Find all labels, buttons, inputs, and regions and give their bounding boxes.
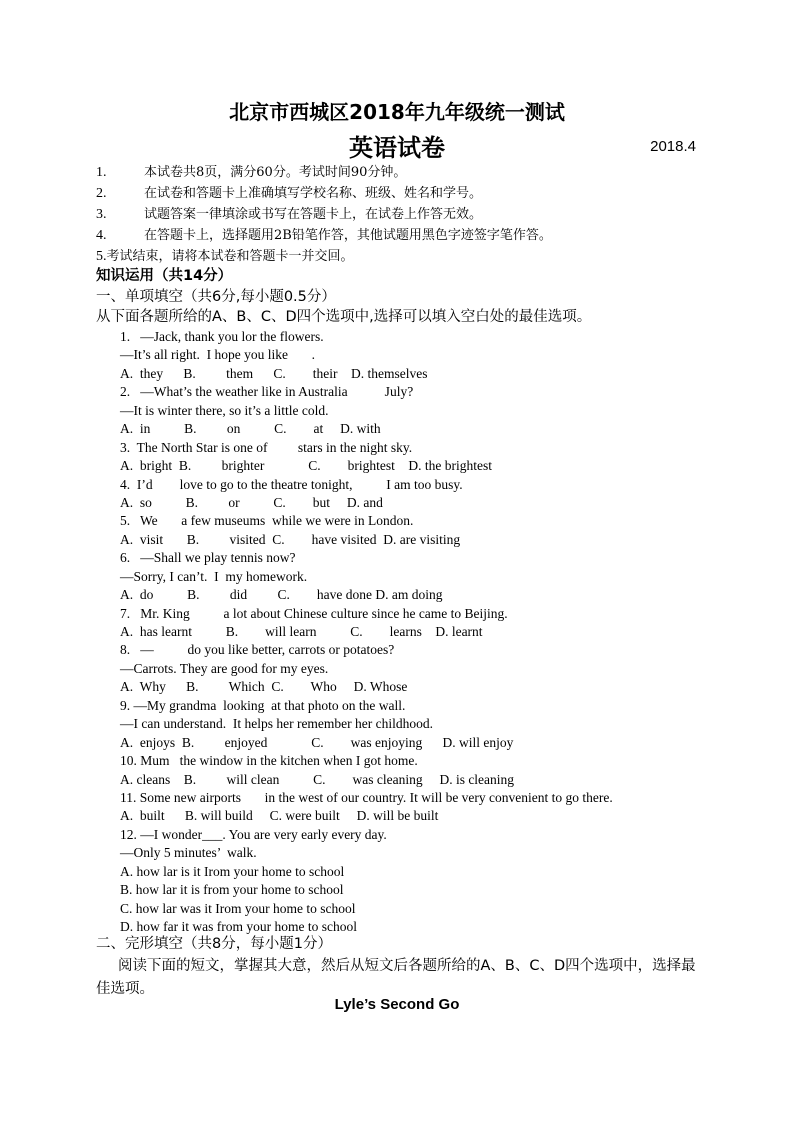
note-text: 试题答案一律填涂或书写在答题卡上，在试卷上作答无效。 bbox=[144, 207, 483, 222]
note-item bbox=[96, 246, 716, 267]
question-line: 7. Mr. King a lot about Chinese culture since he came to Beijing. bbox=[120, 605, 508, 621]
question-line: —I can understand. It helps her remember her childhood. bbox=[120, 716, 434, 732]
question-line: B. how lar it is from your home to school bbox=[120, 882, 344, 898]
note-number: 1. bbox=[96, 165, 107, 180]
question-line: A. has learnt B. will learn C. learns D. learnt bbox=[120, 624, 483, 639]
question-line: A. do B. did C. have done D. am doing bbox=[120, 587, 443, 603]
section-two-heading: 二、完形填空（共8分，每小题1分） bbox=[96, 936, 332, 952]
question-line: —It is winter there, so it’s a little cold. bbox=[120, 402, 329, 418]
question-line: A. in B. on C. at D. with bbox=[120, 421, 381, 437]
note-item bbox=[96, 162, 716, 183]
question-line: 1. —Jack, thank you lor the flowers. bbox=[120, 329, 324, 344]
question-line: 12. —I wonder___. You are very early every day. bbox=[120, 826, 387, 842]
note-text: 在答题卡上，选择题用2B铅笔作答，其他试题用黑色字迹签字笔作答。 bbox=[144, 228, 552, 243]
question-line: A. built B. will build C. were built D. will be built bbox=[120, 808, 439, 824]
question-line: A. they B. them C. their D. themselves bbox=[120, 365, 428, 381]
note-item bbox=[96, 204, 716, 225]
question-line: 2. —What’s the weather like in Australia July? bbox=[120, 384, 414, 400]
question-line: A. Why B. Which C. Who D. Whose bbox=[120, 679, 408, 695]
note-item bbox=[96, 225, 716, 246]
section-two-instructions: 阅读下面的短文，掌握其大意，然后从短文后各题所给的A、B、C、D四个选项中，选择最佳选项。 bbox=[96, 958, 696, 997]
note-item bbox=[96, 183, 716, 204]
story-title: Lyle’s Second Go bbox=[334, 996, 460, 1013]
question-line: 3. The North Star is one of stars in the night sky. bbox=[120, 439, 413, 455]
question-line: 6. —Shall we play tennis now? bbox=[120, 550, 296, 566]
exam-subtitle: 英语试卷 bbox=[349, 134, 445, 162]
question-line: A. so B. or C. but D. and bbox=[120, 494, 383, 510]
question-line: 4. I’d love to go to the theatre tonight, I am too busy. bbox=[120, 476, 463, 492]
question-line: 10. Mum the window in the kitchen when I got home. bbox=[120, 753, 418, 769]
question-line: 5. We a few museums while we were in London. bbox=[120, 513, 414, 529]
section-knowledge-heading: 知识运用（共14分） bbox=[96, 268, 233, 284]
note-text: 在试卷和答题卡上准确填写学校名称、班级、姓名和学号。 bbox=[144, 186, 483, 201]
question-line: 8. — do you like better, carrots or potatoes? bbox=[120, 642, 395, 658]
note-number: 3. bbox=[96, 207, 107, 222]
question-line: —Only 5 minutes’ walk. bbox=[120, 845, 257, 861]
question-line: A. visit B. visited C. have visited D. are visiting bbox=[120, 531, 461, 547]
section-one-heading: 一、单项填空（共6分,每小题0.5分） bbox=[96, 289, 336, 305]
question-line: —Sorry, I can’t. I my homework. bbox=[120, 568, 308, 584]
note-number: 4. bbox=[96, 228, 107, 243]
exam-notes bbox=[96, 162, 716, 267]
question-line: 9. —My grandma looking at that photo on the wall. bbox=[120, 697, 406, 713]
question-list bbox=[120, 328, 720, 936]
question-line: 11. Some new airports in the west of our country. It will be very convenient to go there. bbox=[120, 789, 613, 805]
question-line: A. cleans B. will clean C. was cleaning D. is cleaning bbox=[120, 771, 515, 787]
question-line: A. enjoys B. enjoyed C. was enjoying D. will enjoy bbox=[120, 734, 514, 750]
section-one-instructions: 从下面各题所给的A、B、C、D四个选项中,选择可以填入空白处的最佳选项。 bbox=[96, 309, 592, 325]
exam-date: 2018.4 bbox=[650, 138, 696, 155]
question-line: C. how lar was it Irom your home to school bbox=[120, 900, 356, 916]
note-text: 考试结束，请将本试卷和答题卡一并交回。 bbox=[106, 249, 354, 264]
question-line: A. bright B. brighter C. brightest D. the brightest bbox=[120, 458, 492, 474]
exam-title: 北京市西城区2018年九年级统一测试 bbox=[229, 100, 565, 124]
question-line: —Carrots. They are good for my eyes. bbox=[120, 660, 329, 676]
question-line: A. how lar is it Irom your home to school bbox=[120, 863, 345, 879]
question-line: —It’s all right. I hope you like . bbox=[120, 347, 315, 363]
note-number: 5. bbox=[96, 249, 107, 264]
note-text: 本试卷共8页，满分60分。考试时间90分钟。 bbox=[144, 165, 407, 180]
note-number: 2. bbox=[96, 186, 107, 201]
question-line: D. how far it was from your home to school bbox=[120, 919, 357, 934]
